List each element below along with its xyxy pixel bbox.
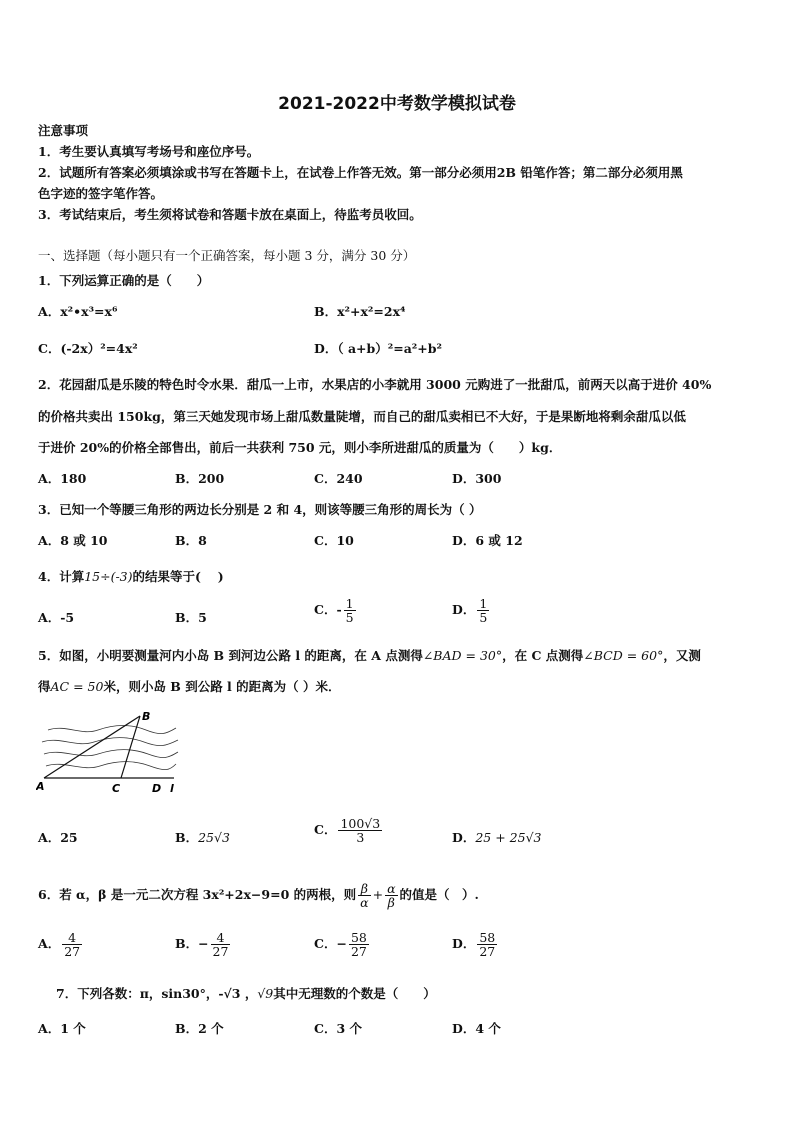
q4-option-d-label: D． [452, 602, 476, 618]
q4-option-d-fraction [477, 597, 489, 624]
fraction-numerator: 1 [479, 596, 488, 611]
q2-line-2: 的价格共卖出 150kg，第三天她发现市场上甜瓜数量陡增，而自己的甜瓜卖相已不大好，于是果断地将剩余甜瓜以低 [38, 409, 686, 424]
q6-option-b-fraction [211, 931, 231, 958]
q5-text: ，又测 [663, 648, 701, 663]
fraction-numerator: 1 [345, 596, 354, 611]
q7-text: 其中无理数的个数是（ ） [273, 986, 436, 1001]
q6-option-b[interactable] [175, 931, 232, 958]
notice-item-3: 3．考试结束后，考生须将试卷和答题卡放在桌面上，待监考员收回。 [38, 207, 422, 222]
notice-item-1: 1．考生要认真填写考场号和座位序号。 [38, 144, 260, 159]
q6-option-c-label: C．− [314, 936, 347, 952]
q1-option-b[interactable]: B．x²+x²=2x⁴ [314, 304, 406, 319]
q2-line-3: 于进价 20%的价格全部售出，前后一共获利 750 元，则小李所进甜瓜的质量为（ ）kg． [38, 440, 562, 455]
angle-bad: ∠BAD = 30° [422, 648, 503, 663]
line-label-l: l [170, 782, 174, 795]
river-triangle-figure [36, 708, 181, 796]
q2-option-a[interactable]: A．180 [38, 471, 87, 486]
q5-text: 米，则小岛 B 到公路 l 的距离为（ ）米． [103, 679, 341, 694]
fraction-numerator: β [358, 882, 370, 896]
q5-option-a[interactable]: A．25 [38, 830, 78, 845]
q6-option-c[interactable] [314, 931, 371, 958]
river-waves [42, 726, 178, 770]
angle-bcd: ∠BCD = 60° [583, 648, 664, 663]
fraction-denominator: 27 [64, 944, 81, 960]
q4-option-c-label: C．- [314, 602, 342, 618]
fraction-denominator: 5 [345, 610, 354, 626]
q4-option-d[interactable] [452, 597, 491, 624]
q6-option-a-label: A． [38, 936, 61, 952]
q2-option-c[interactable]: C．240 [314, 471, 363, 486]
fraction-denominator: α [360, 895, 369, 911]
q5-option-d-value: 25 + 25√3 [475, 830, 542, 845]
q4-stem-post: 的结果等于( ) [132, 569, 224, 584]
q5-text: 得 [38, 679, 51, 694]
fraction-denominator: β [387, 895, 395, 911]
q1-option-d[interactable]: D．（ a+b）²=a²+b² [314, 341, 442, 356]
q7-stem [56, 984, 436, 1002]
section-heading: 一、选择题（每小题只有一个正确答案，每小题 3 分，满分 30 分） [38, 248, 416, 263]
point-label-d: D [152, 782, 162, 795]
q7-option-d[interactable]: D．4 个 [452, 1021, 501, 1036]
fraction-numerator: 4 [211, 931, 231, 945]
sqrt-nine: √9 [257, 986, 274, 1001]
q6-option-c-fraction [349, 931, 369, 958]
q6-option-d[interactable] [452, 931, 499, 958]
q6-option-d-fraction [477, 931, 497, 958]
q6-stem [38, 882, 479, 909]
point-label-a: A [36, 780, 45, 793]
page-title: 2021-2022中考数学模拟试卷 [278, 94, 516, 114]
fraction-denominator: 27 [212, 944, 229, 960]
q2-option-d[interactable]: D．300 [452, 471, 502, 486]
q5-line-1 [38, 646, 701, 664]
q5-option-d-label: D． [452, 830, 476, 845]
fraction-denominator: 27 [479, 944, 496, 960]
q4-expression: 15÷(-3) [84, 569, 133, 584]
q6-option-a-fraction [62, 931, 82, 958]
q3-option-d[interactable]: D．6 或 12 [452, 533, 523, 548]
q5-option-c[interactable] [314, 817, 384, 844]
fraction-numerator: 58 [350, 930, 367, 945]
q5-option-d[interactable] [452, 828, 542, 846]
q6-text: 的值是（ ）. [399, 887, 479, 903]
fraction-denominator: 5 [479, 610, 488, 626]
q4-option-b[interactable]: B．5 [175, 610, 207, 625]
q5-option-b[interactable] [175, 828, 230, 846]
fraction-numerator: α [387, 881, 396, 896]
q4-option-c[interactable] [314, 597, 358, 624]
notice-item-2: 2．试题所有答案必须填涂或书写在答题卡上，在试卷上作答无效。第一部分必须用2B 铅笔作答；第二部分必须用黑 [38, 165, 683, 180]
point-label-b: B [142, 710, 151, 723]
q4-stem-pre: 4．计算 [38, 569, 85, 584]
q6-fraction-beta-alpha [358, 882, 370, 909]
q5-option-c-label: C． [314, 822, 337, 838]
q2-option-b[interactable]: B．200 [175, 471, 225, 486]
q3-stem: 3．已知一个等腰三角形的两边长分别是 2 和 4，则该等腰三角形的周长为（ ） [38, 502, 482, 517]
q6-text: 6．若 α，β 是一元二次方程 3x²+2x−9=0 的两根，则 [38, 887, 357, 903]
q6-fraction-alpha-beta [385, 882, 397, 909]
q6-option-d-label: D． [452, 936, 476, 952]
q5-line-2 [38, 677, 341, 695]
q7-text: 7．下列各数：π，sin30°，-√3 ， [56, 986, 258, 1001]
q2-line-1: 2．花园甜瓜是乐陵的特色时令水果．甜瓜一上市，水果店的小李就用 3000 元购进了一批甜瓜，前两天以高于进价 40% [38, 377, 712, 392]
q5-option-c-fraction [338, 817, 382, 844]
fraction-denominator: 3 [356, 830, 365, 846]
q5-option-b-label: B． [175, 830, 199, 845]
q1-option-c[interactable]: C．(-2x）²=4x² [38, 341, 138, 356]
q7-option-c[interactable]: C．3 个 [314, 1021, 362, 1036]
q6-option-b-label: B．− [175, 936, 209, 952]
notice-heading: 注意事项 [38, 123, 89, 138]
length-ac: AC = 50 [50, 679, 104, 694]
q6-option-a[interactable] [38, 931, 84, 958]
q1-stem: 1．下列运算正确的是（ ） [38, 273, 210, 288]
fraction-numerator: 58 [479, 930, 496, 945]
q7-option-a[interactable]: A．1 个 [38, 1021, 86, 1036]
fraction-denominator: 27 [350, 944, 367, 960]
q4-option-c-fraction [344, 597, 356, 624]
point-label-c: C [112, 782, 121, 795]
fraction-numerator: 4 [62, 931, 82, 945]
q1-option-a[interactable]: A．x²•x³=x⁶ [38, 304, 118, 319]
q3-option-c[interactable]: C．10 [314, 533, 354, 548]
q3-option-b[interactable]: B．8 [175, 533, 207, 548]
q5-text: 5．如图，小明要测量河内小岛 B 到河边公路 l 的距离，在 A 点测得 [38, 648, 423, 663]
plus-sign: + [372, 887, 384, 903]
fraction-numerator: 100√3 [340, 816, 381, 831]
q4-stem [38, 567, 224, 585]
q4-option-a[interactable]: A．-5 [38, 610, 75, 625]
triangle-lines [44, 716, 174, 778]
notice-item-2-cont: 色字迹的签字笔作答。 [38, 186, 164, 201]
q7-option-b[interactable]: B．2 个 [175, 1021, 224, 1036]
q5-option-b-value: 25√3 [198, 830, 230, 845]
q5-text: ，在 C 点测得 [502, 648, 584, 663]
q3-option-a[interactable]: A．8 或 10 [38, 533, 108, 548]
